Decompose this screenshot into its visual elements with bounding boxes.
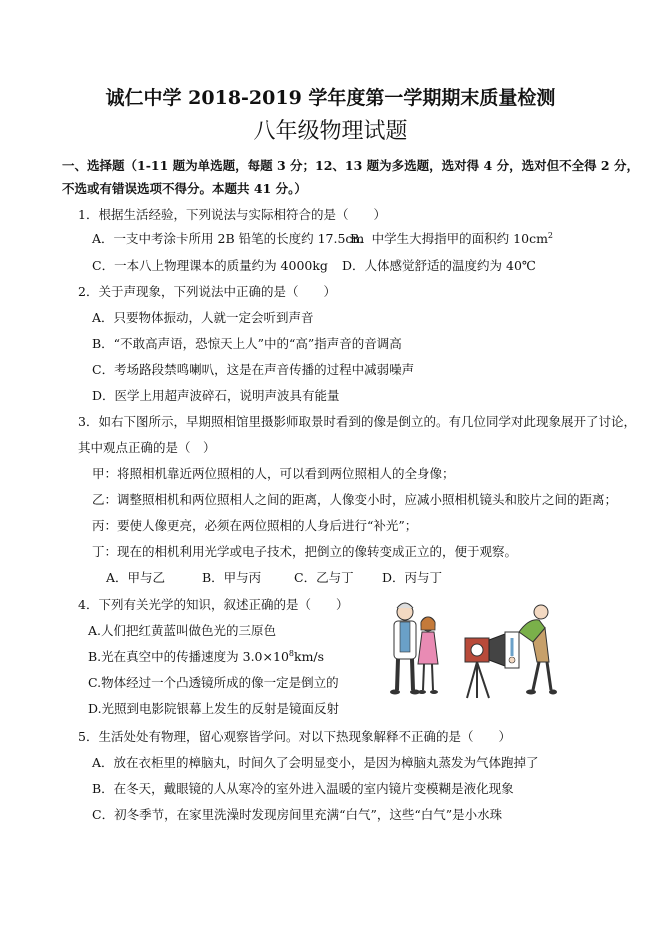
q3-view-bing: 丙：要使人像更亮，必须在两位照相的人身后进行“补光”； xyxy=(92,518,418,533)
q2-option-d: D．医学上用超声波碎石，说明声波具有能量 xyxy=(92,388,340,403)
q1-option-b xyxy=(350,231,553,247)
woman-figure xyxy=(418,617,438,694)
q5-stem: 5．生活处处有物理，留心观察皆学问。对以下热现象解释不正确的是（ ） xyxy=(78,729,511,744)
q2-option-a: A．只要物体振动，人就一定会听到声音 xyxy=(92,310,314,325)
q5-option-a: A．放在衣柜里的樟脑丸，时间久了会明显变小，是因为樟脑丸蒸发为气体跑掉了 xyxy=(92,755,539,770)
q1-option-d: D．人体感觉舒适的温度约为 40℃ xyxy=(342,258,536,273)
q1-option-a: A．一支中考涂卡所用 2B 铅笔的长度约 17.5cm xyxy=(92,231,365,246)
q5-option-b: B．在冬天，戴眼镜的人从寒冷的室外进入温暖的室内镜片变模糊是液化现象 xyxy=(92,781,514,796)
q4-option-d: D.光照到电影院银幕上发生的反射是镜面反射 xyxy=(88,701,340,716)
q4-option-b xyxy=(88,649,324,665)
q3-view-yi: 乙：调整照相机和两位照相人之间的距离，人像变小时，应减小照相机镜头和胶片之间的距离； xyxy=(92,492,618,507)
q4-stem: 4．下列有关光学的知识，叙述正确的是（ ） xyxy=(78,597,349,612)
q4-option-c: C.物体经过一个凸透镜所成的像一定是倒立的 xyxy=(88,675,339,690)
q3-option-a: A．甲与乙 xyxy=(106,570,166,585)
photographer-figure xyxy=(519,605,557,695)
exam-title: 诚仁中学 2018-2019 学年度第一学期期末质量检测 xyxy=(105,87,556,109)
q4-option-b-unit: km/s xyxy=(294,649,325,664)
old-camera xyxy=(465,632,519,698)
q4-option-b-superscript: 8 xyxy=(288,648,294,658)
q2-option-b: B．“不敢高声语，恐惊天上人”中的“高”指声音的音调高 xyxy=(92,336,402,351)
q1-option-b-superscript: 2 xyxy=(547,230,554,240)
q1-option-c: C．一本八上物理课本的质量约为 4000kg xyxy=(92,258,328,273)
q1-stem: 1．根据生活经验，下列说法与实际相符合的是（ ） xyxy=(78,207,386,222)
q2-stem: 2．关于声现象，下列说法中正确的是（ ） xyxy=(78,284,336,299)
q3-option-d: D．丙与丁 xyxy=(382,570,443,585)
q4-option-b-text: B.光在真空中的传播速度为 3.0×10 xyxy=(88,649,289,664)
q3-stem-line2: 其中观点正确的是（ ） xyxy=(78,440,216,455)
section-heading-line2: 不选或有错误选项不得分。本题共 41 分。） xyxy=(62,181,307,196)
camera-illustration xyxy=(383,598,558,703)
q2-option-c: C．考场路段禁鸣喇叭，这是在声音传播的过程中减弱噪声 xyxy=(92,362,415,377)
man-figure xyxy=(390,603,420,695)
q3-view-jia: 甲：将照相机靠近两位照相的人，可以看到两位照相人的全身像； xyxy=(92,466,455,481)
exam-subtitle: 八年级物理试题 xyxy=(253,119,408,144)
q3-option-c: C．乙与丁 xyxy=(294,570,354,585)
q3-stem-line1: 3．如右下图所示，早期照相馆里摄影师取景时看到的像是倒立的。有几位同学对此现象展开了讨论， xyxy=(78,414,636,429)
q3-option-b: B．甲与丙 xyxy=(202,570,262,585)
q5-option-c: C．初冬季节，在家里洗澡时发现房间里充满“白气”，这些“白气”是小水珠 xyxy=(92,807,503,822)
q1-option-b-text: B．中学生大拇指甲的面积约 10cm xyxy=(350,231,548,246)
section-heading-line1: 一、选择题（1-11 题为单选题，每题 3 分；12、13 题为多选题，选对得 4 分，选对但不全得 2 分， xyxy=(62,158,639,173)
q4-option-a: A.人们把红黄蓝叫做色光的三原色 xyxy=(88,623,277,638)
q3-view-ding: 丁：现在的相机利用光学或电子技术，把倒立的像转变成正立的，便于观察。 xyxy=(92,544,518,559)
